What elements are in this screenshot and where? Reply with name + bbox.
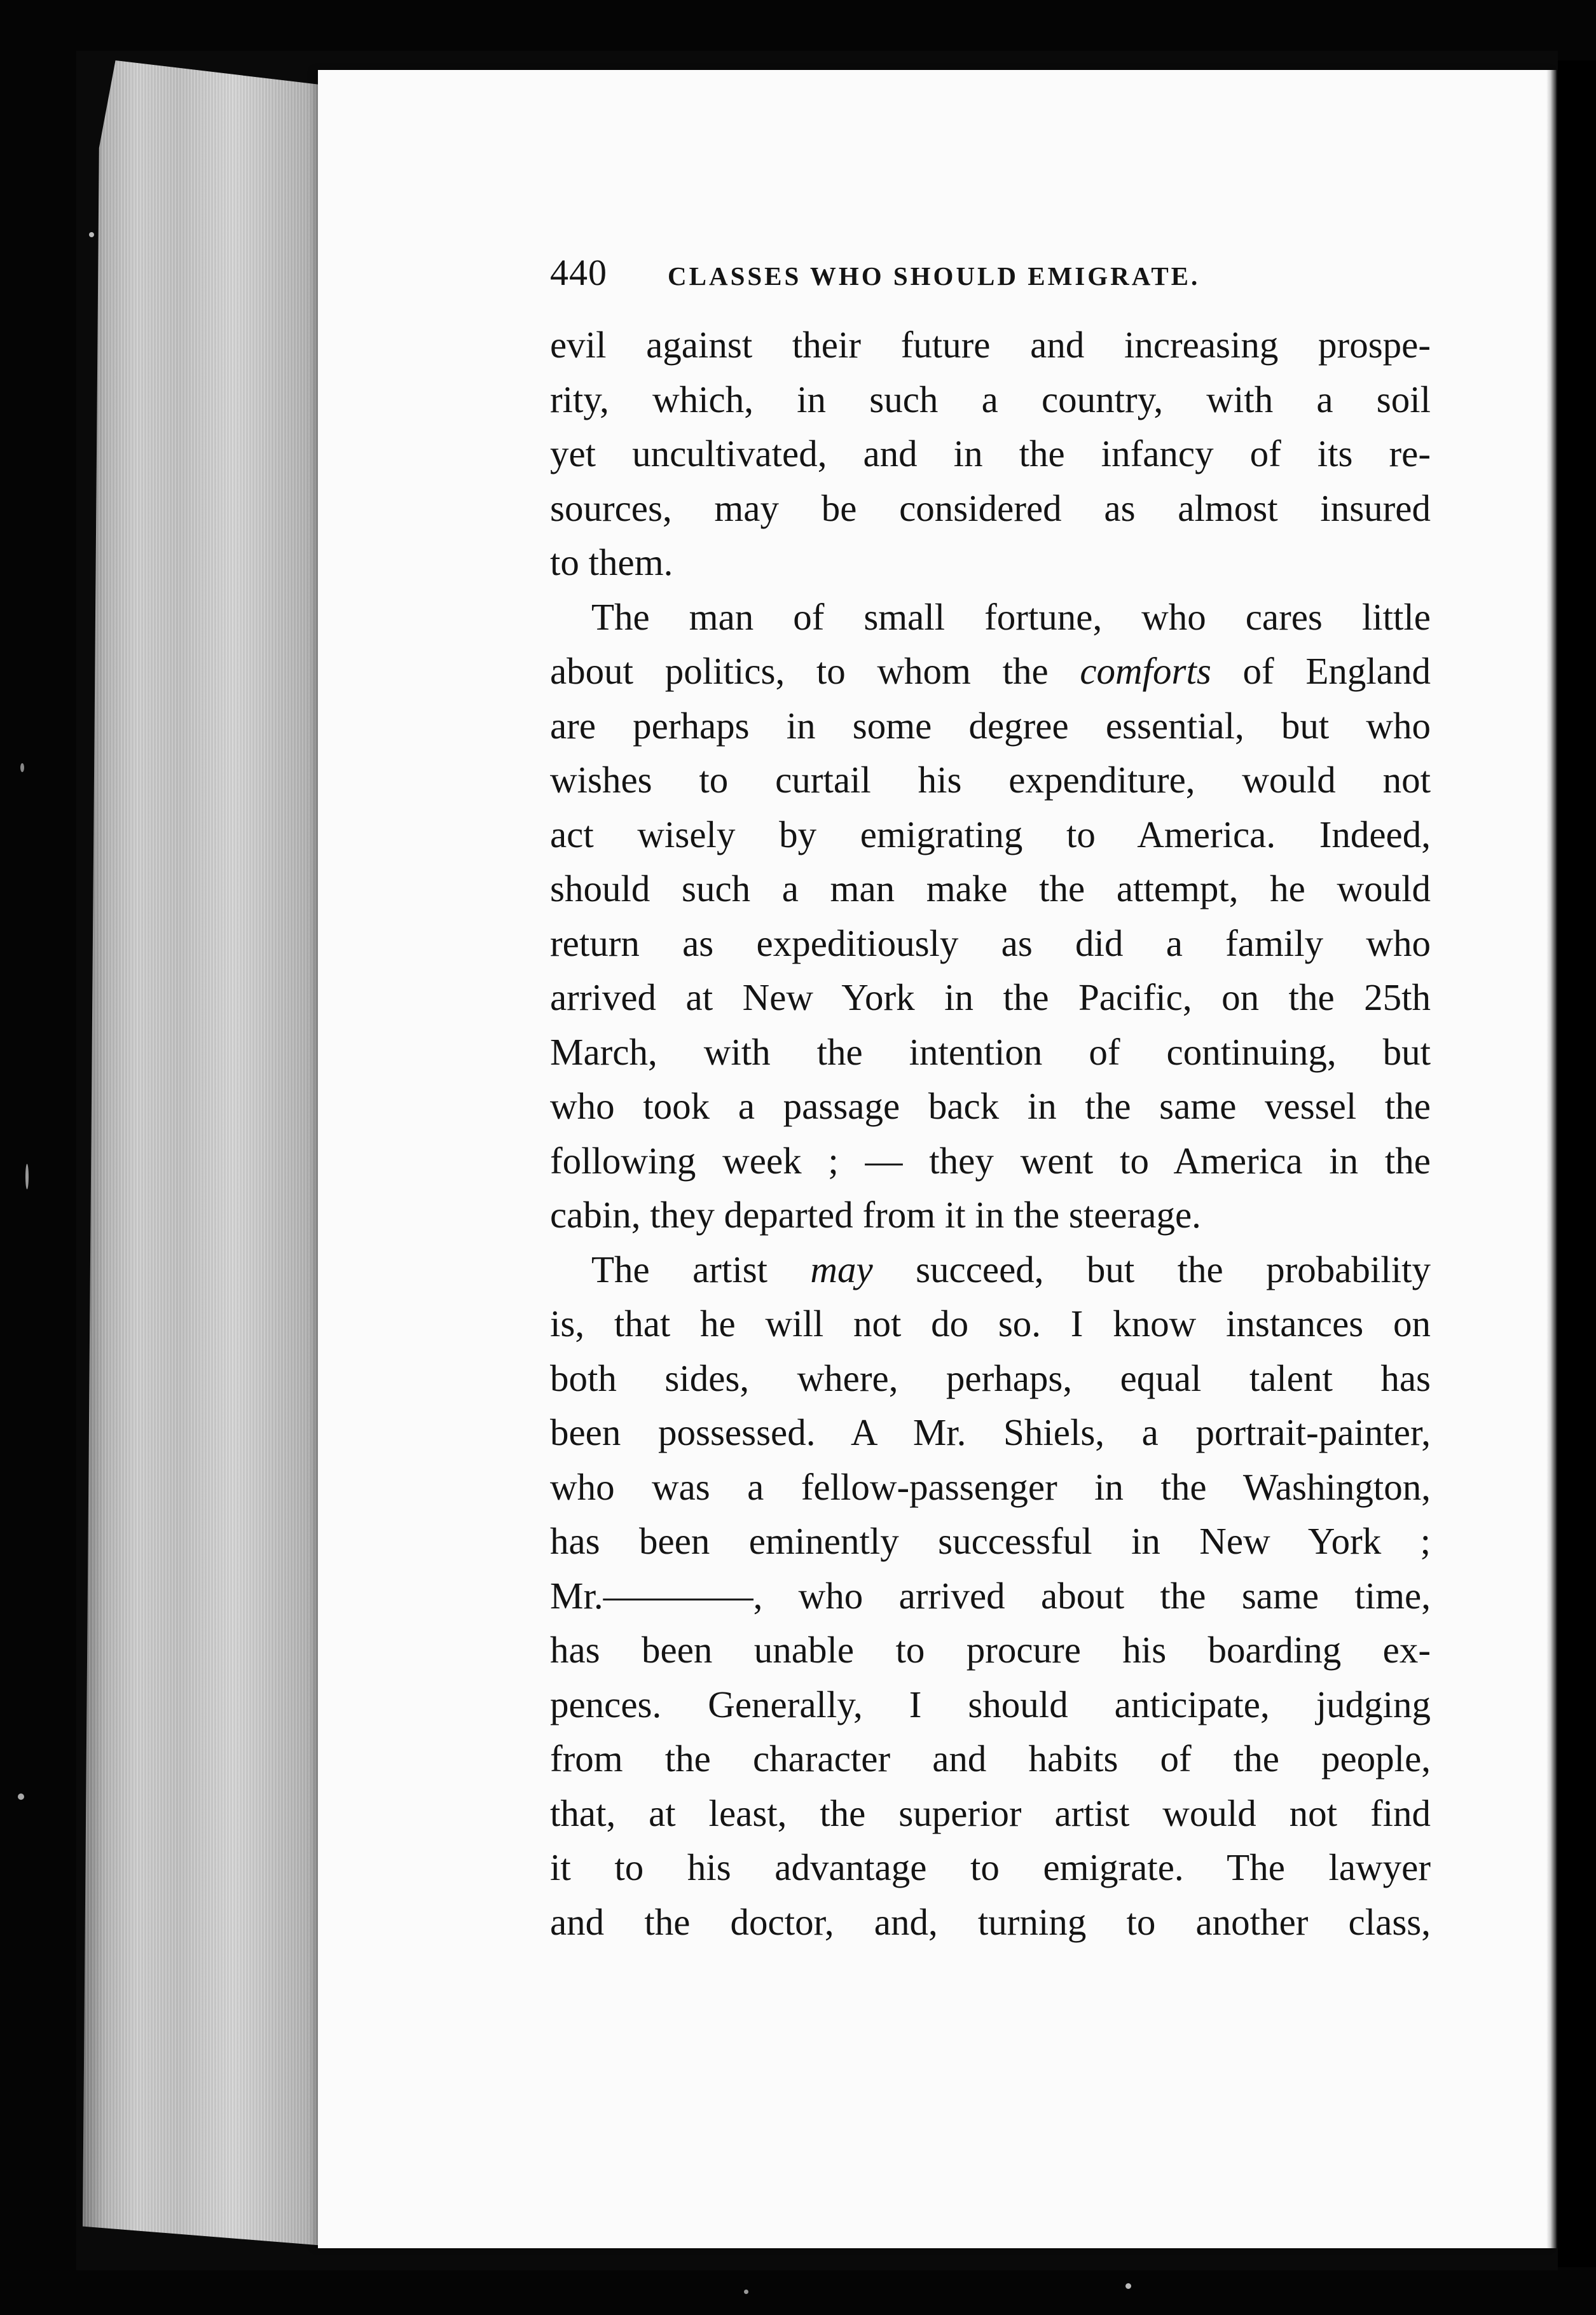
text-line: sources, may be considered as almost insured (550, 487, 1431, 529)
text-line: yet uncultivated, and in the infancy of its re- (550, 432, 1431, 474)
text-line: that, at least, the superior artist would not find (550, 1792, 1431, 1834)
text-line: from the character and habits of the people, (550, 1738, 1431, 1779)
text-line: act wisely by emigrating to America. Indeed, (550, 813, 1431, 855)
text-line: has been eminently successful in New York ; (550, 1520, 1431, 1562)
text-line: to them. (550, 541, 673, 583)
page-gutter-shadow (1546, 70, 1557, 2248)
text-line: are perhaps in some degree essential, but who (550, 704, 1431, 747)
scan-border (1558, 60, 1596, 2267)
page-text-block (550, 251, 1431, 1949)
text-line: evil against their future and increasing prospe- (550, 324, 1431, 366)
running-head: CLASSES WHO SHOULD EMIGRATE. (668, 261, 1200, 291)
text-line: return as expeditiously as did a family who (550, 922, 1431, 964)
text-line: wishes to curtail his expenditure, would not (550, 759, 1431, 801)
text-line: should such a man make the attempt, he would (550, 867, 1431, 909)
text-line: following week ; — they went to America in the (550, 1139, 1431, 1182)
body-text (550, 318, 1431, 1949)
page-number: 440 (550, 252, 607, 293)
text-line: been possessed. A Mr. Shiels, a portrait-painter, (550, 1411, 1431, 1453)
text-line: March, with the intention of continuing, but (550, 1030, 1431, 1073)
text-line: The man of small fortune, who cares little (591, 595, 1431, 638)
text-line: rity, which, in such a country, with a soil (550, 378, 1431, 420)
text-line: it to his advantage to emigrate. The lawyer (550, 1846, 1431, 1888)
text-line: who was a fellow-passenger in the Washington, (550, 1465, 1431, 1508)
page-header (550, 251, 1431, 302)
book-fore-edge (83, 60, 356, 2248)
text-line: pences. Generally, I should anticipate, judging (550, 1683, 1431, 1725)
text-line: both sides, where, perhaps, equal talent has (550, 1357, 1431, 1399)
text-line: about politics, to whom the comforts of England (550, 650, 1431, 692)
text-line: cabin, they departed from it in the steerage. (550, 1194, 1201, 1236)
text-line: who took a passage back in the same vessel the (550, 1085, 1431, 1127)
text-line: has been unable to procure his boarding ex- (550, 1629, 1431, 1671)
text-line: is, that he will not do so. I know instances on (550, 1303, 1431, 1344)
text-line: Mr.————, who arrived about the same time, (550, 1574, 1431, 1617)
text-line: arrived at New York in the Pacific, on the 25th (550, 976, 1431, 1018)
text-line: The artist may succeed, but the probability (591, 1248, 1431, 1290)
text-line: and the doctor, and, turning to another class, (550, 1900, 1431, 1943)
